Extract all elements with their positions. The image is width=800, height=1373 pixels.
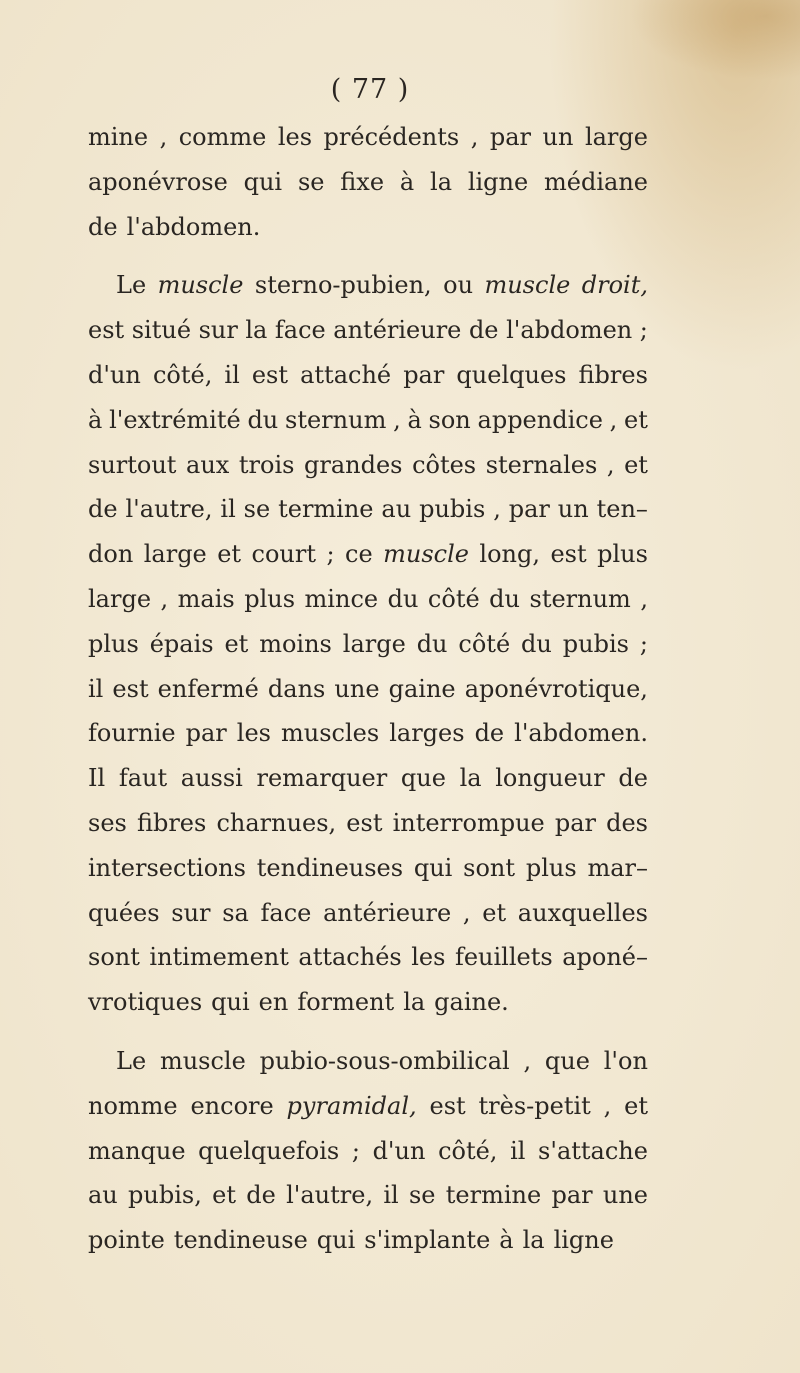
text-line: ses fibres charnues, est interrompue par des xyxy=(88,808,648,837)
text-line: de l'abdomen. xyxy=(88,212,261,241)
body-text xyxy=(88,115,648,1263)
text-line: nomme encore pyramidal, est très-petit , et xyxy=(88,1091,648,1120)
text-line: manque quelquefois ; d'un côté, il s'attache xyxy=(88,1136,648,1165)
text-line: mine , comme les précédents , par un large xyxy=(88,123,648,151)
text-line: vrotiques qui en forment la gaine. xyxy=(88,988,509,1017)
text-line: à l'extrémité du sternum , à son appendice , et xyxy=(88,405,648,434)
text-line: fournie par les muscles larges de l'abdomen. xyxy=(88,719,648,748)
text-line: large , mais plus mince du côté du sternum , xyxy=(88,584,648,613)
text-line: surtout aux trois grandes côtes sternales , et xyxy=(88,450,648,479)
paragraph xyxy=(88,115,648,249)
text-line: Le muscle sterno-pubien, ou muscle droit, xyxy=(116,271,648,300)
text-line: de l'autre, il se termine au pubis , par un ten– xyxy=(88,495,648,524)
text-line: don large et court ; ce muscle long, est plus xyxy=(88,540,648,569)
paragraph xyxy=(88,1039,648,1263)
text-line: plus épais et moins large du côté du pubis ; xyxy=(88,629,648,658)
text-line: intersections tendineuses qui sont plus mar– xyxy=(88,853,648,882)
text-line: Le muscle pubio-sous-ombilical , que l'on xyxy=(116,1046,648,1075)
text-line: sont intimement attachés les feuillets aponé– xyxy=(88,943,648,972)
page-number: ( 77 ) xyxy=(330,74,410,105)
text-line: est situé sur la face antérieure de l'abdomen ; xyxy=(88,316,648,345)
text-line: au pubis, et de l'autre, il se termine par une xyxy=(88,1181,648,1210)
text-line: aponévrose qui se fixe à la ligne médiane xyxy=(88,167,648,196)
text-line: Il faut aussi remarquer que la longueur de xyxy=(88,764,648,793)
text-line: pointe tendineuse qui s'implante à la ligne xyxy=(88,1226,614,1255)
text-line: il est enfermé dans une gaine aponévrotique, xyxy=(88,674,648,703)
paragraph xyxy=(88,263,648,1025)
paper-stain xyxy=(630,0,800,80)
text-line: d'un côté, il est attaché par quelques fibres xyxy=(88,360,648,389)
text-line: quées sur sa face antérieure , et auxquelles xyxy=(88,898,648,927)
